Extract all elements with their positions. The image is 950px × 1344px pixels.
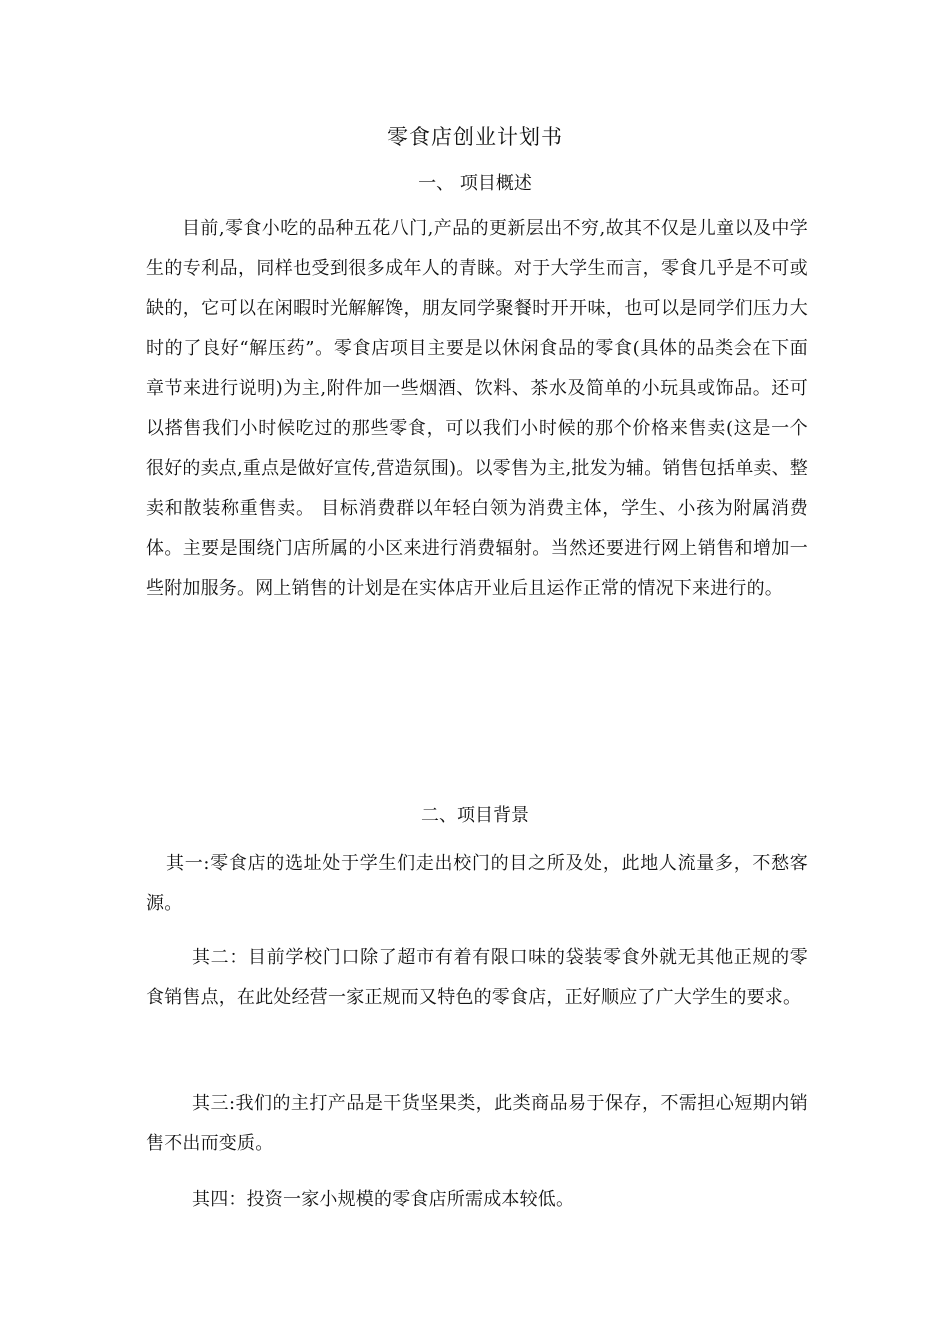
background-reason-1: 其一:零食店的选址处于学生们走出校门的目之所及处，此地人流量多，不愁客源。 (146, 853, 808, 914)
section-heading-background: 二、项目背景 (421, 805, 529, 826)
document-title: 零食店创业计划书 (387, 125, 563, 149)
background-reason-2: 其二：目前学校门口除了超市有着有限口味的袋装零食外就无其他正规的零食销售点，在此处经营一家正规而又特色的零食店，正好顺应了广大学生的要求。 (146, 947, 808, 1008)
section-heading-overview: 一、 项目概述 (418, 173, 532, 194)
overview-paragraph: 目前,零食小吃的品种五花八门,产品的更新层出不穷,故其不仅是儿童以及中学生的专利品，同样也受到很多成年人的青睐。对于大学生而言，零食几乎是不可或缺的，它可以在闲暇时光解解馋，朋友同学聚餐时开开味，也可以是同学们压力大时的了良好“解压药”。零食店项目主要是以休闲食品的零食(具体的品类会在下面章节来进行说明)为主,附件加一些烟酒、饮料、茶水及简单的小玩具或饰品。还可以搭售我们小时候吃过的那些零食，可以我们小时候的那个价格来售卖(这是一个很好的卖点,重点是做好宣传,营造氛围)。以零售为主,批发为辅。销售包括单卖、整卖和散装称重售卖。 目标消费群以年轻白领为消费主体，学生、小孩为附属消费体。主要是围绕门店所属的小区来进行消费辐射。当然还要进行网上销售和增加一些附加服务。网上销售的计划是在实体店开业后且运作正常的情况下来进行的。 (146, 218, 808, 599)
overview-section (146, 209, 808, 609)
background-reason-4: 其四：投资一家小规模的零食店所需成本较低。 (192, 1189, 575, 1210)
background-reason-3: 其三:我们的主打产品是干货坚果类，此类商品易于保存，不需担心短期内销售不出而变质。 (146, 1093, 808, 1154)
